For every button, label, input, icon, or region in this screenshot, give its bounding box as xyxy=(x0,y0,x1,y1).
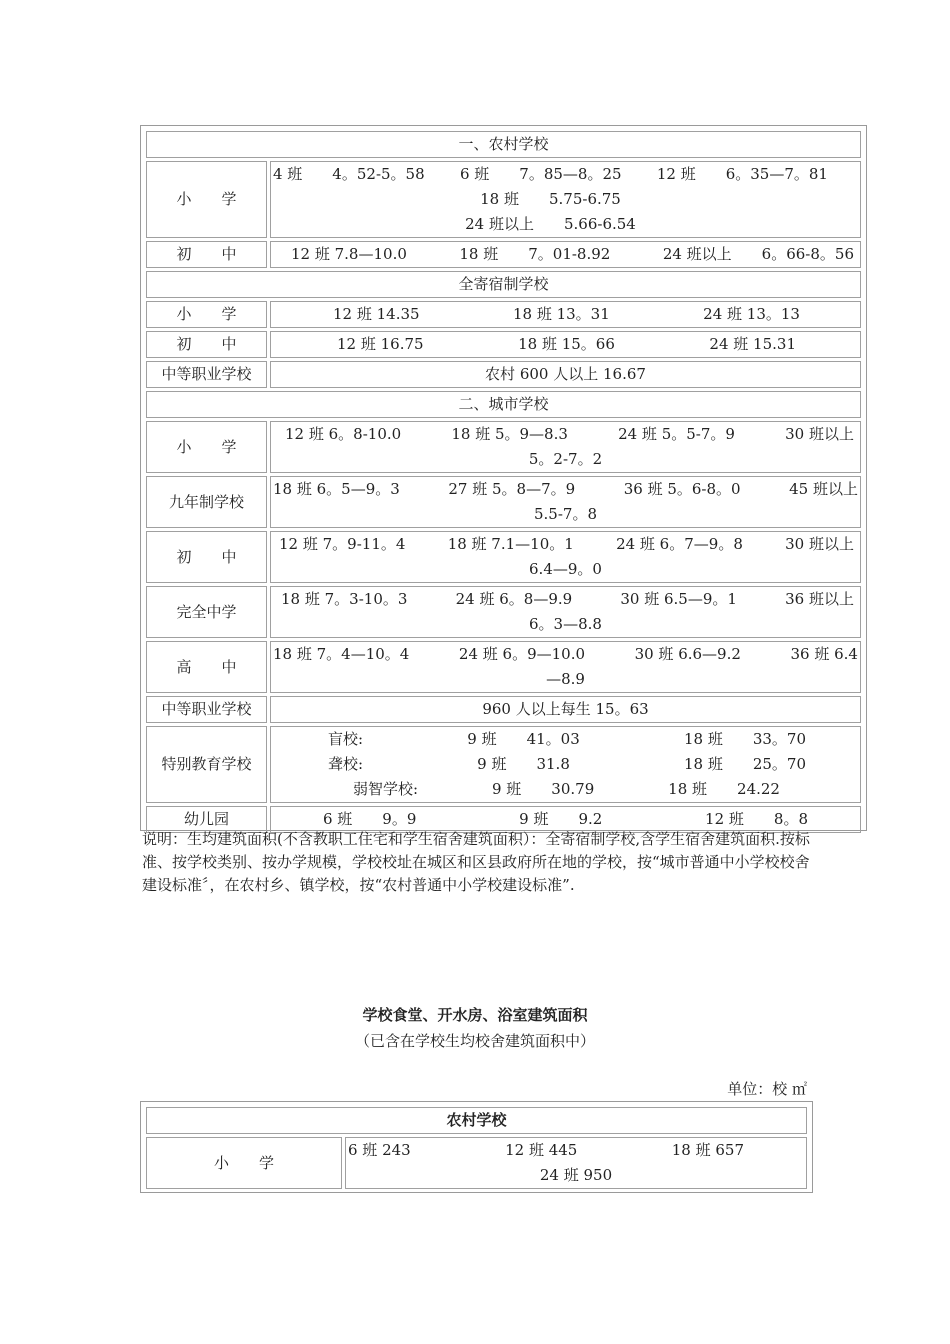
section2-title: 学校食堂、开水房、浴室建筑面积 xyxy=(362,1006,588,1024)
value-cell: 12 班 445 xyxy=(505,1141,578,1159)
value-cell: 18 班 7。3-10。3 xyxy=(281,590,408,608)
row-label-urban-primary: 小 学 xyxy=(146,421,267,473)
value-cell: 18 班 657 xyxy=(671,1141,744,1159)
row-label-boarding-primary: 小 学 xyxy=(146,301,267,328)
row-label-urban-full-secondary: 完全中学 xyxy=(146,586,267,638)
value-cell: 24 班 950 xyxy=(539,1166,613,1184)
value-cell: 30 班以上 xyxy=(785,425,854,443)
special-education-values xyxy=(270,726,861,803)
unit-label: 单位：校 ㎡ xyxy=(727,1080,807,1098)
boarding-vocational-value: 农村 600 人以上 16.67 xyxy=(270,361,861,388)
value-cell: 18 班 7。4—10。4 xyxy=(273,645,410,663)
value-cell: 9 班 9.2 xyxy=(519,810,603,828)
value-cell: 盲校: xyxy=(328,730,364,748)
boarding-junior-values xyxy=(270,331,861,358)
row-label-kindergarten: 幼儿园 xyxy=(146,806,267,833)
value-cell: 18 班 7。01-8.92 xyxy=(459,245,611,263)
value-cell: 18 班 25。70 xyxy=(683,755,806,773)
value-cell: 18 班 13。31 xyxy=(512,305,610,323)
value-cell: 18 班 7.1—10。1 xyxy=(447,535,574,553)
value-cell: 5。2-7。2 xyxy=(528,450,603,468)
value-cell: 36 班 5。6-8。0 xyxy=(623,480,741,498)
value-cell: 6 班 243 xyxy=(348,1141,411,1159)
row-label-urban-senior: 高 中 xyxy=(146,641,267,693)
section-boarding-header: 全寄宿制学校 xyxy=(146,271,861,298)
urban-vocational-value: 960 人以上每生 15。63 xyxy=(270,696,861,723)
row-label-urban-junior: 初 中 xyxy=(146,531,267,583)
value-cell: 24 班 13。13 xyxy=(703,305,800,323)
value-cell: 18 班 5.75-6.75 xyxy=(480,190,621,208)
value-cell: 6 班 7。85—8。25 xyxy=(459,165,622,183)
value-cell: 18 班 33。70 xyxy=(683,730,806,748)
value-cell: 12 班 16.75 xyxy=(337,335,424,353)
t2-primary-values xyxy=(345,1137,807,1189)
value-cell: 24 班 15.31 xyxy=(709,335,796,353)
row-label-boarding-junior: 初 中 xyxy=(146,331,267,358)
value-cell: 6 班 9。9 xyxy=(323,810,417,828)
value-cell: 30 班以上 xyxy=(785,535,854,553)
table-note: 说明：生均建筑面积(不含教职工住宅和学生宿舍建筑面积）：全寄宿制学校,含学生宿舍建筑面积.按标准、按学校类别、按办学规模，学校校址在城区和区县政府所在地的学校，按“城市普通中小学校校舍建设标准〞，在农村乡、镇学校，按“农村普通中小学校建设标准”. xyxy=(142,830,810,894)
value-cell: 18 班 6。5—9。3 xyxy=(273,480,400,498)
value-cell: 6。3—8.8 xyxy=(529,615,602,633)
value-cell: 9 班 41。03 xyxy=(467,730,580,748)
value-cell: 27 班 5。8—7。9 xyxy=(448,480,576,498)
section-rural-header: 一、农村学校 xyxy=(146,131,861,158)
rural-primary-values xyxy=(270,161,861,238)
value-cell: 5.5-7。8 xyxy=(533,505,597,523)
urban-senior-values xyxy=(270,641,861,693)
section-urban-header: 二、城市学校 xyxy=(146,391,861,418)
value-cell: 4 班 4。52-5。58 xyxy=(273,165,425,183)
urban-nine-year-values xyxy=(270,476,861,528)
urban-full-secondary-values xyxy=(270,586,861,638)
section2-subtitle: （已含在学校生均校舍建筑面积中） xyxy=(354,1032,595,1050)
urban-junior-values xyxy=(270,531,861,583)
value-cell: 9 班 30.79 xyxy=(491,780,595,798)
value-cell: 18 班 15。66 xyxy=(518,335,615,353)
value-cell: 30 班 6.5—9。1 xyxy=(620,590,737,608)
canteen-area-table xyxy=(140,1101,813,1193)
row-label-special-education: 特别教育学校 xyxy=(146,726,267,803)
value-cell: 6.4—9。0 xyxy=(529,560,602,578)
value-cell: 24 班以上 5.66-6.54 xyxy=(465,215,636,233)
value-cell: 18 班 5。9—8.3 xyxy=(451,425,568,443)
value-cell: 36 班 6.4 xyxy=(790,645,858,663)
value-cell: 12 班 7。9-11。4 xyxy=(279,535,406,553)
value-cell: 45 班以上 xyxy=(789,480,858,498)
row-label-rural-primary: 小 学 xyxy=(146,161,267,238)
value-cell: 12 班 7.8—10.0 xyxy=(291,245,407,263)
row-label-boarding-vocational: 中等职业学校 xyxy=(146,361,267,388)
value-cell: 24 班 6。9—10.0 xyxy=(458,645,586,663)
value-cell: 24 班 6。7—9。8 xyxy=(616,535,743,553)
value-cell: 9 班 31.8 xyxy=(477,755,570,773)
row-label-urban-nine-year: 九年制学校 xyxy=(146,476,267,528)
row-label-urban-vocational: 中等职业学校 xyxy=(146,696,267,723)
table2-header: 农村学校 xyxy=(146,1107,807,1134)
rural-junior-values xyxy=(270,241,861,268)
school-building-area-table xyxy=(140,125,867,831)
value-cell: 30 班 6.6—9.2 xyxy=(634,645,741,663)
value-cell: 12 班 14.35 xyxy=(333,305,420,323)
value-cell: 24 班 5。5-7。9 xyxy=(618,425,735,443)
value-cell: 18 班 24.22 xyxy=(668,780,780,798)
value-cell: —8.9 xyxy=(546,670,585,688)
value-cell: 12 班 6。35—7。81 xyxy=(656,165,828,183)
value-cell: 24 班 6。8—9.9 xyxy=(455,590,573,608)
urban-primary-values xyxy=(270,421,861,473)
value-cell: 聋校: xyxy=(328,755,364,773)
value-cell: 36 班以上 xyxy=(785,590,854,608)
row-label-t2-primary: 小 学 xyxy=(146,1137,342,1189)
value-cell: 12 班 8。8 xyxy=(705,810,808,828)
value-cell: 12 班 6。8-10.0 xyxy=(285,425,402,443)
value-cell: 弱智学校: xyxy=(353,780,419,798)
row-label-rural-junior: 初 中 xyxy=(146,241,267,268)
value-cell: 24 班以上 6。66-8。56 xyxy=(662,245,854,263)
boarding-primary-values xyxy=(270,301,861,328)
